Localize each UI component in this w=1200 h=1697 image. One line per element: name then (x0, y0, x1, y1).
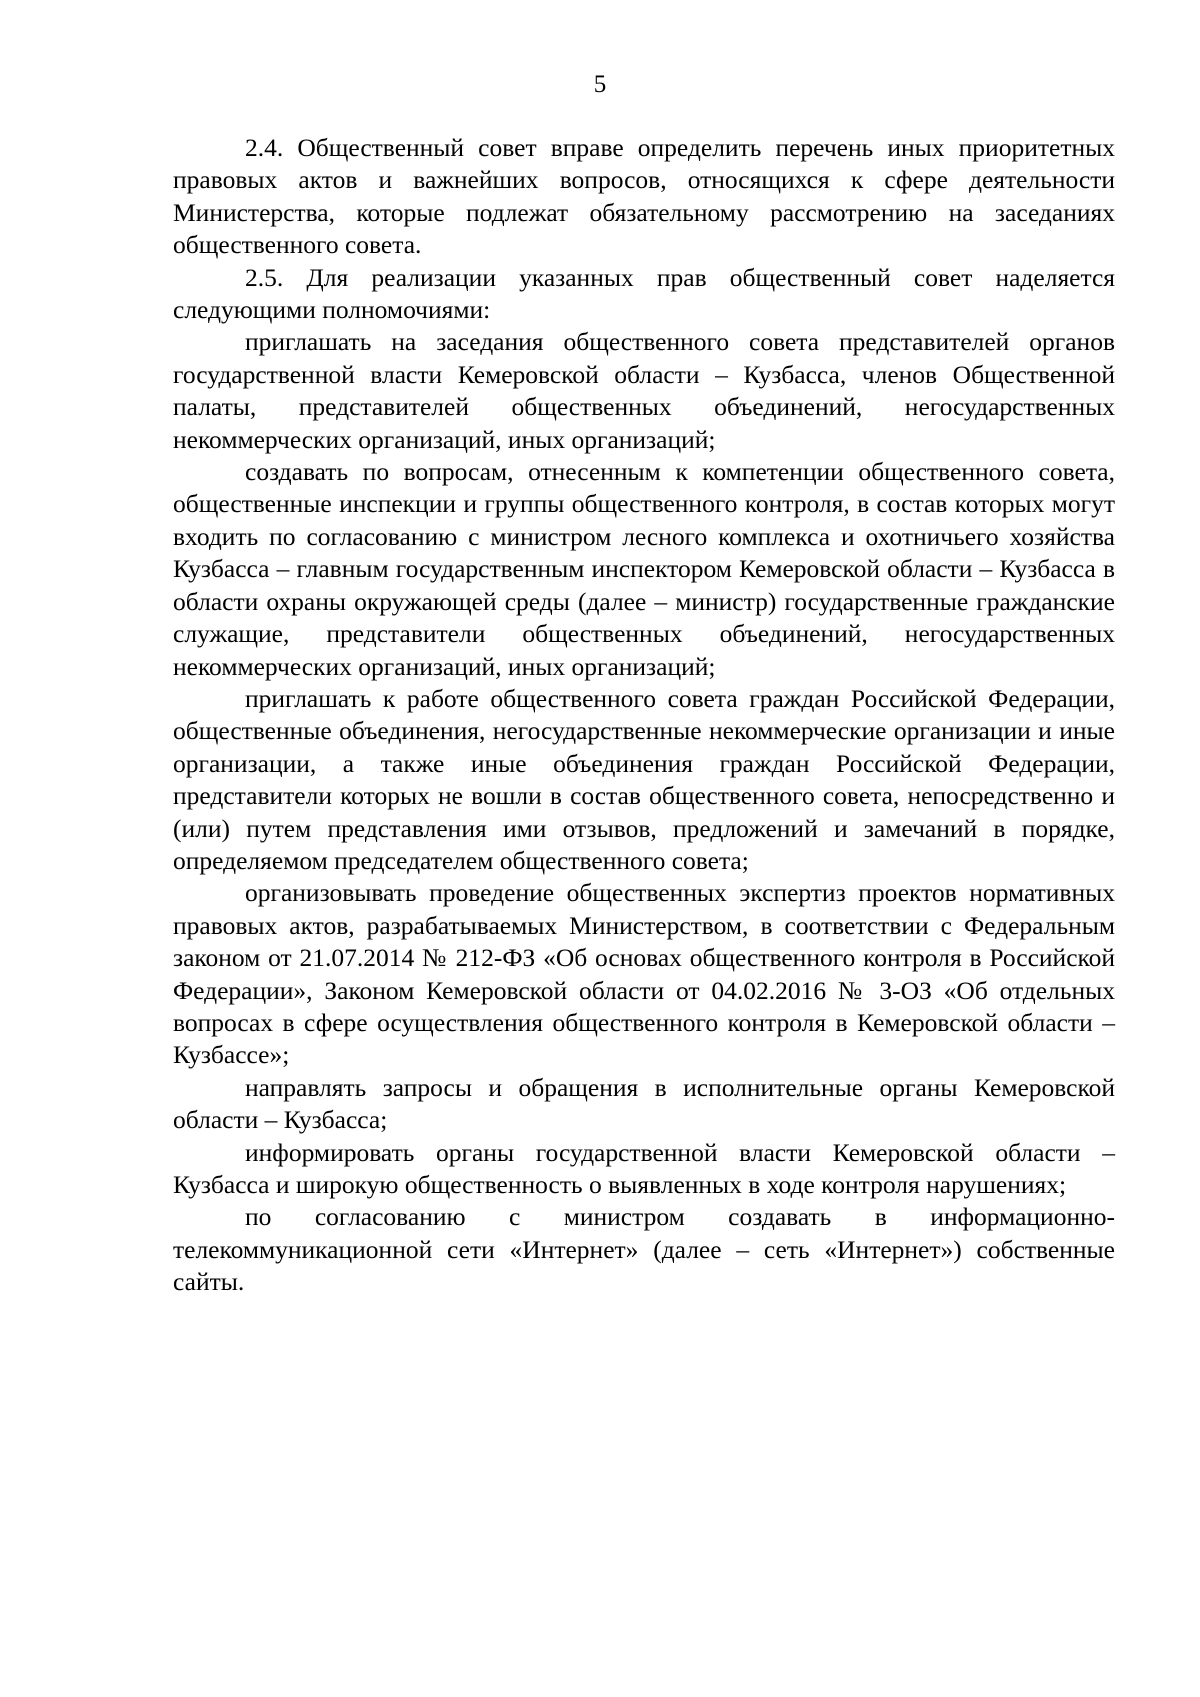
power-create-inspections: создавать по вопросам, отнесенным к компетенции общественного совета, общественные инспекции и группы общественного контроля, в состав которых могут входить по согласованию с министром лесного комплекса и охотничьего хозяйства Кузбасса – главным государственным инспектором Кемеровской области – Кузбасса в области охраны окружающей среды (далее – министр) государственные гражданские служащие, представители общественных объединений, негосударственных некоммерческих организаций, иных организаций; (173, 457, 1115, 681)
paragraph-2-5: 2.5. Для реализации указанных прав общественный совет наделяется следующими полномочиями: (173, 262, 1115, 325)
power-invite-citizens: приглашать к работе общественного совета граждан Российской Федерации, общественные объединения, негосударственные некоммерческие организации и иные организации, а также иные объединения граждан Российской Федерации, представители которых не вошли в состав общественного совета, непосредственно и (или) путем представления ими отзывов, предложений и замечаний в порядке, определяемом председателем общественного совета; (173, 683, 1115, 875)
power-send-requests: направлять запросы и обращения в исполнительные органы Кемеровской области – Кузбасса; (173, 1072, 1115, 1135)
power-create-websites: по согласованию с министром создавать в информационно-телекоммуникационной сети «Интернет» (далее – сеть «Интернет») собственные сайты. (173, 1202, 1115, 1297)
power-inform-public: информировать органы государственной власти Кемеровской области – Кузбасса и широкую общественность о выявленных в ходе контроля нарушениях; (173, 1137, 1115, 1199)
page-number: 5 (593, 71, 607, 98)
document-body (173, 132, 1115, 1299)
paragraph-2-4: 2.4. Общественный совет вправе определить перечень иных приоритетных правовых актов и важнейших вопросов, относящихся к сфере деятельности Министерства, которые подлежат обязательному рассмотрению на заседаниях общественного совета. (173, 133, 1115, 260)
power-organize-expertise: организовывать проведение общественных экспертиз проектов нормативных правовых актов, разрабатываемых Министерством, в соответствии с Федеральным законом от 21.07.2014 № 212-ФЗ «Об основах общественного контроля в Российской Федерации», Законом Кемеровской области от 04.02.2016 № 3-ОЗ «Об отдельных вопросах в сфере осуществления общественного контроля в Кемеровской области – Кузбассе»; (173, 878, 1115, 1070)
power-invite-to-meetings: приглашать на заседания общественного совета представителей органов государственной власти Кемеровской области – Кузбасса, членов Общественной палаты, представителей общественных объединений, негосударственных некоммерческих организаций, иных организаций; (173, 327, 1115, 454)
